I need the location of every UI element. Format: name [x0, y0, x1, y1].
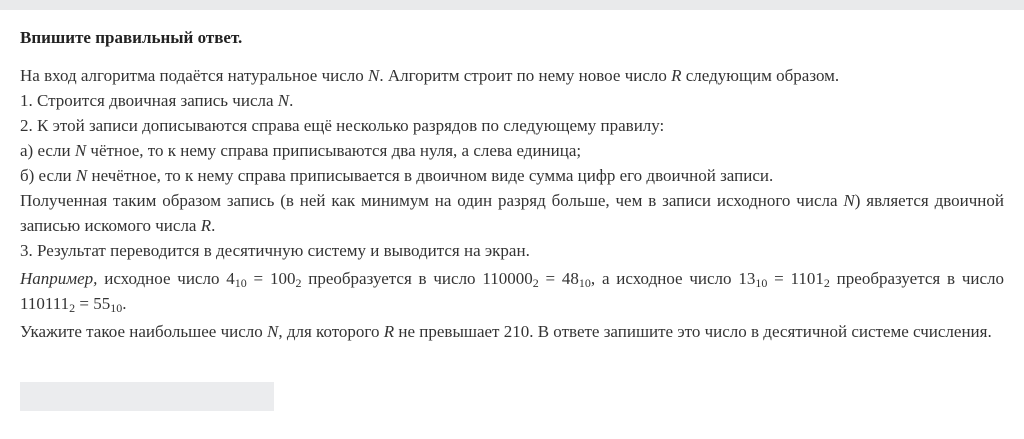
intro-paragraph	[20, 63, 1004, 88]
example-text: .	[122, 294, 127, 313]
example-lead: Например,	[20, 269, 98, 288]
base-subscript: 2	[532, 276, 539, 290]
base-subscript: 10	[755, 276, 768, 290]
task-title: Впишите правильный ответ.	[20, 28, 243, 47]
var-r: R	[200, 216, 212, 235]
intro-text-3: следующим образом.	[681, 66, 840, 85]
example-text: = 48	[538, 269, 579, 288]
result-note	[20, 188, 1004, 238]
example-text: = 100	[246, 269, 296, 288]
question-middle: , для которого	[278, 322, 384, 341]
step-1	[20, 88, 1004, 113]
step-2: 2. К этой записи дописываются справа ещё несколько разрядов по следующему правилу:	[20, 116, 665, 135]
base-subscript: 2	[823, 276, 830, 290]
step-1-text: 1. Строится двоичная запись числа	[20, 91, 278, 110]
var-n: N	[843, 191, 855, 210]
example-text: преобразуется в число 110111	[20, 269, 1004, 313]
question-paragraph	[20, 319, 1004, 344]
example-text: , а исходное число 13	[590, 269, 756, 288]
base-subscript: 10	[578, 276, 591, 290]
var-n: N	[277, 91, 290, 110]
example-paragraph	[20, 266, 1004, 316]
rule-a-prefix: а) если	[20, 141, 75, 160]
base-subscript: 10	[234, 276, 247, 290]
rule-a	[20, 138, 1004, 163]
intro-text-1: На вход алгоритма подаётся натуральное число	[20, 66, 369, 85]
base-subscript: 2	[295, 276, 302, 290]
problem-text	[20, 63, 1004, 344]
example-text: преобразуется в число 110000	[301, 269, 533, 288]
example-text: = 1101	[767, 269, 824, 288]
rule-b-text: нечётное, то к нему справа приписывается в двоичном виде сумма цифр его двоичной записи.	[87, 166, 774, 185]
question-end: не превышает 210. В ответе запишите это число в десятичной системе счисления.	[394, 322, 992, 341]
step-1-end: .	[289, 91, 294, 110]
example-text: исходное число 4	[97, 269, 235, 288]
var-r: R	[671, 66, 682, 85]
example-text: = 55	[75, 294, 111, 313]
task-content	[20, 27, 1004, 344]
var-n: N	[267, 322, 279, 341]
result-note-text: Полученная таким образом запись (в ней как минимум на один разряд больше, чем в записи исходного числа	[20, 191, 844, 210]
var-n: N	[75, 166, 88, 185]
rule-b	[20, 163, 1004, 188]
answer-input[interactable]	[20, 382, 274, 411]
result-note-end: .	[211, 216, 216, 235]
base-subscript: 10	[110, 301, 123, 315]
base-subscript: 2	[69, 301, 76, 315]
intro-text-2: . Алгоритм строит по нему новое число	[379, 66, 672, 85]
rule-b-prefix: б) если	[20, 166, 76, 185]
var-n: N	[74, 141, 87, 160]
rule-a-text: чётное, то к нему справа приписываются два нуля, а слева единица;	[86, 141, 582, 160]
var-n: N	[368, 66, 380, 85]
top-bar	[0, 0, 1024, 10]
step-3: 3. Результат переводится в десятичную систему и выводится на экран.	[20, 241, 530, 260]
question-text: Укажите такое наибольшее число	[20, 322, 267, 341]
result-note-middle: ) является двоичной записью искомого числа	[20, 191, 1005, 235]
var-r: R	[383, 322, 395, 341]
